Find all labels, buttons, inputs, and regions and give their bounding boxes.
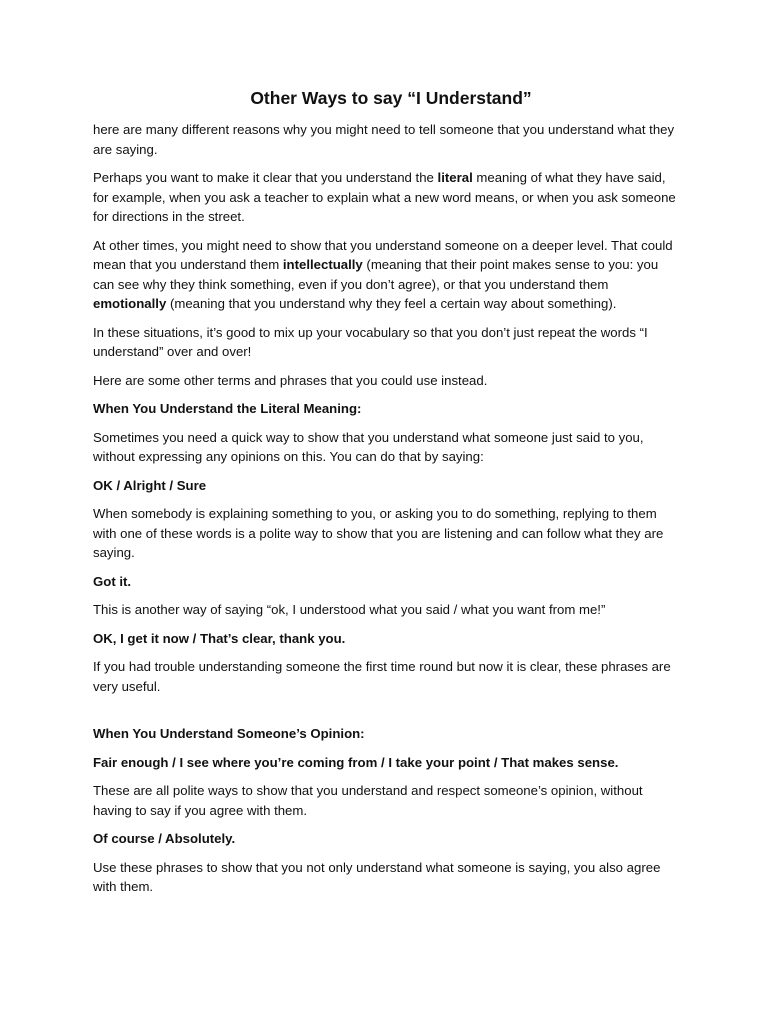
phrase-got-it: Got it. [93,573,132,589]
phrase-get-it-now: OK, I get it now / That’s clear, thank you. [93,630,346,646]
deeper-paragraph [93,236,683,314]
section-heading-opinion: When You Understand Someone’s Opinion: [93,726,365,741]
intellectually-emphasis: intellectually [282,257,363,272]
literal-paragraph-text-a: Perhaps you want to make it clear that you understand the [93,170,438,185]
deeper-paragraph-text-c: (meaning that their point makes sense to you: you can see why they think something, even if you don’t agree), or that you understand them [93,257,659,292]
literal-emphasis: literal [437,170,473,185]
literal-paragraph-text-c: meaning of what they have said, for example, when you ask a teacher to explain what a new word means, or when you ask someone for directions in the street. [93,170,676,224]
quick-paragraph: Sometimes you need a quick way to show that you understand what someone just said to you, without expressing any opinions on this. You can do that by saying: [93,429,644,464]
terms-paragraph: Here are some other terms and phrases that you could use instead. [93,372,488,388]
get-it-now-paragraph: If you had trouble understanding someone the first time round but now it is clear, these phrases are very useful. [93,659,671,694]
literal-paragraph [93,168,683,227]
phrase-of-course: Of course / Absolutely. [93,831,236,846]
got-it-paragraph: This is another way of saying “ok, I understood what you said / what you want from me!” [93,602,606,617]
mix-paragraph: In these situations, it’s good to mix up your vocabulary so that you don’t just repeat the words “I understand” over and over! [93,324,648,359]
document-page [93,86,683,906]
intro-paragraph: here are many different reasons why you might need to tell someone that you understand what they are saying. [93,122,675,157]
deeper-paragraph-text-e: (meaning that you understand why they feel a certain way about something). [166,296,617,311]
phrase-fair-enough: Fair enough / I see where you’re coming from / I take your point / That makes sense. [93,754,619,770]
document-title: Other Ways to say “I Understand” [250,88,532,108]
fair-enough-paragraph: These are all polite ways to show that you understand and respect someone’s opinion, without having to say if you agree with them. [93,783,643,818]
ok-paragraph: When somebody is explaining something to you, or asking you to do something, replying to them with one of these words is a polite way to show that you are listening and can follow what they are saying. [93,506,664,560]
deeper-paragraph-text-a: At other times, you might need to show that you understand someone on a deeper level. That could mean that you understand them [93,237,673,272]
of-course-paragraph: Use these phrases to show that you not only understand what someone is saying, you also agree with them. [93,859,661,894]
phrase-ok: OK / Alright / Sure [93,477,207,493]
section-heading-literal: When You Understand the Literal Meaning: [93,401,362,416]
emotionally-emphasis: emotionally [93,296,167,311]
